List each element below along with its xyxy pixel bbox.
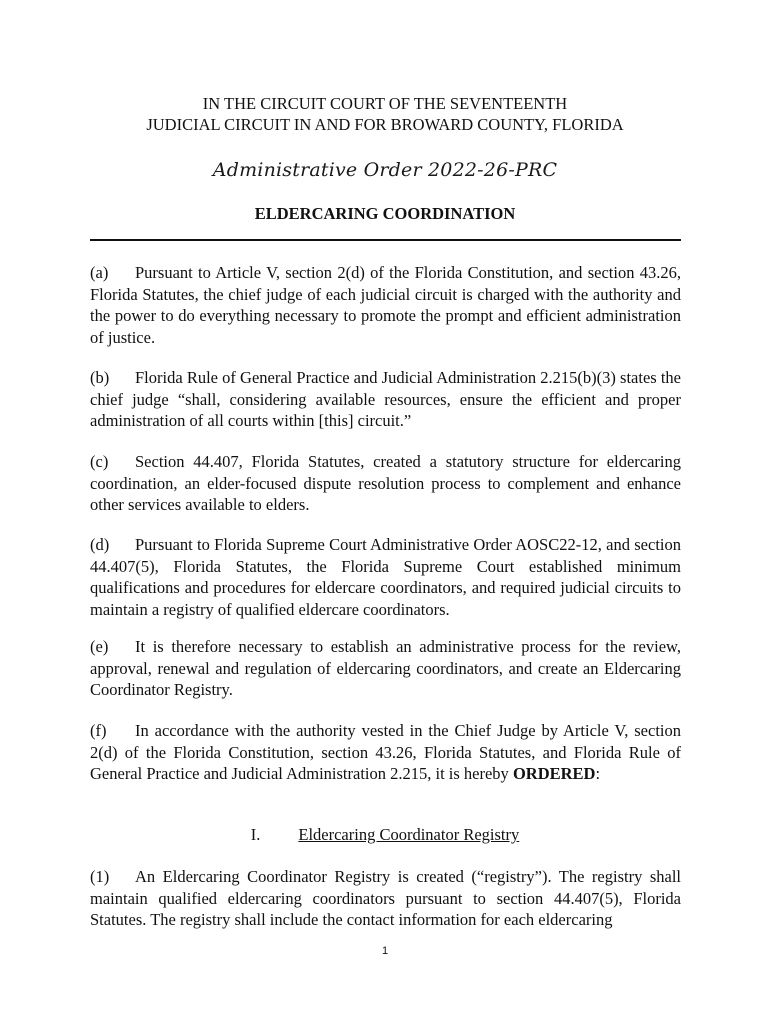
- court-caption-line-2: JUDICIAL CIRCUIT IN AND FOR BROWARD COUNTY, FLORIDA: [146, 115, 624, 134]
- paragraph-label: (f): [90, 721, 107, 740]
- paragraph-text: Florida Rule of General Practice and Judicial Administration 2.215(b)(3) states the chief judge “shall, considering available resources, ensure the efficient and proper administration of all courts within [this] circuit.”: [90, 368, 681, 430]
- paragraph-text: Section 44.407, Florida Statutes, created a statutory structure for eldercaring coordination, an elder-focused dispute resolution process to complement and enhance other services available to elders.: [90, 452, 681, 514]
- paragraph-f: [90, 720, 681, 785]
- paragraph-label: (a): [90, 263, 109, 282]
- administrative-order-title: Administrative Order 2022-26-PRC: [212, 159, 558, 181]
- page-number: 1: [381, 945, 389, 957]
- section-heading: [0, 824, 770, 845]
- paragraph-text: In accordance with the authority vested in the Chief Judge by Article V, section 2(d) of the Florida Constitution, section 43.26, Florida Statutes, and Florida Rule of General Practice and Judicial Administration 2.215, it is hereby: [90, 721, 681, 783]
- paragraph-b: [90, 367, 681, 432]
- paragraph-text: Pursuant to Article V, section 2(d) of the Florida Constitution, and section 43.26, Florida Statutes, the chief judge of each judicial circuit is charged with the authority and the power to do everything necessary to promote the prompt and efficient administration of justice.: [90, 263, 681, 347]
- section-title: Eldercaring Coordinator Registry: [298, 825, 520, 844]
- paragraph-a: [90, 262, 681, 348]
- paragraph-label: (e): [90, 637, 109, 656]
- paragraph-text: Pursuant to Florida Supreme Court Administrative Order AOSC22-12, and section 44.407(5), Florida Statutes, the Florida Supreme Court established minimum qualifications and procedures for eldercare coordinators, and required judicial circuits to maintain a registry of qualified eldercare coordinators.: [90, 535, 681, 619]
- paragraph-label: (c): [90, 452, 109, 471]
- paragraph-label: (d): [90, 535, 110, 554]
- court-caption: [0, 93, 770, 135]
- paragraph-c: [90, 451, 681, 516]
- order-subject-heading: ELDERCARING COORDINATION: [254, 204, 516, 223]
- paragraph-label: (1): [90, 867, 110, 886]
- paragraph-e: [90, 636, 681, 701]
- ordered-colon: :: [595, 764, 601, 783]
- paragraph-text: An Eldercaring Coordinator Registry is created (“registry”). The registry shall maintain qualified eldercaring coordinators pursuant to section 44.407(5), Florida Statutes. The registry shall include the contact information for each eldercaring: [90, 867, 681, 929]
- court-caption-line-1: IN THE CIRCUIT COURT OF THE SEVENTEENTH: [202, 94, 568, 113]
- paragraph-label: (b): [90, 368, 110, 387]
- ordered-keyword: ORDERED: [512, 764, 596, 783]
- paragraph-text: It is therefore necessary to establish an administrative process for the review, approval, renewal and regulation of eldercaring coordinators, and create an Eldercaring Coordinator Registry.: [90, 637, 681, 699]
- paragraph-d: [90, 534, 681, 620]
- paragraph-1: [90, 866, 681, 931]
- header-divider: [90, 239, 681, 241]
- section-number: I.: [250, 825, 261, 844]
